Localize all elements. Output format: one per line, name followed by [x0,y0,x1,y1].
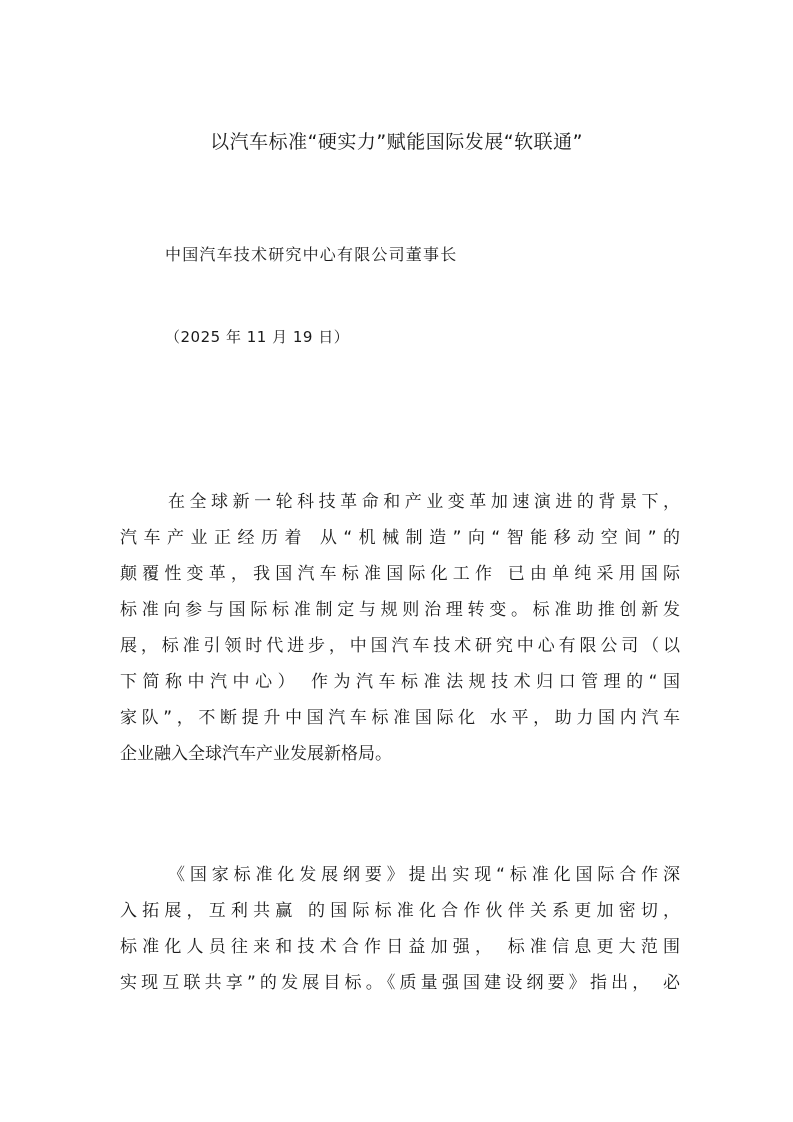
paragraph-line: 《国家标准化发展纲要》提出实现“标准化国际合作深 [168,865,680,885]
paragraph-line: 在全球新一轮科技革命和产业变革加速演进的背景下， [168,492,680,512]
paragraph-line: 入拓展，互利共赢 的国际标准化合作伙伴关系更加密切， [120,901,680,921]
date-line: （2025 年 11 月 19 日） [165,328,350,346]
paragraph-line: 展，标准引领时代进步，中国汽车技术研究中心有限公司（以 [120,636,680,656]
paragraph-line: 下简称中汽中心） 作为汽车标准法规技术归口管理的“国 [120,672,680,692]
paragraph-line: 家队”，不断提升中国汽车标准国际化 水平，助力国内汽车 [120,708,680,728]
paragraph-line: 汽车产业正经历着 从“机械制造”向“智能移动空间”的 [120,528,680,548]
paragraph-line: 标准向参与国际标准制定与规则治理转变。标准助推创新发 [120,600,680,620]
paragraph-line: 颠覆性变革，我国汽车标准国际化工作 已由单纯采用国际 [120,564,680,584]
paragraph-line: 企业融入全球汽车产业发展新格局。 [120,744,392,764]
paragraph-line: 实现互联共享”的发展目标。《质量强国建设纲要》指出， 必 [120,973,680,993]
paragraph-line: 标准化人员往来和技术合作日益加强， 标准信息更大范围 [120,937,680,957]
document-title: 以汽车标准“硬实力”赋能国际发展“软联通” [210,131,583,153]
paragraph [120,484,680,772]
author-line: 中国汽车技术研究中心有限公司董事长 [165,245,458,264]
paragraph [120,857,680,1001]
